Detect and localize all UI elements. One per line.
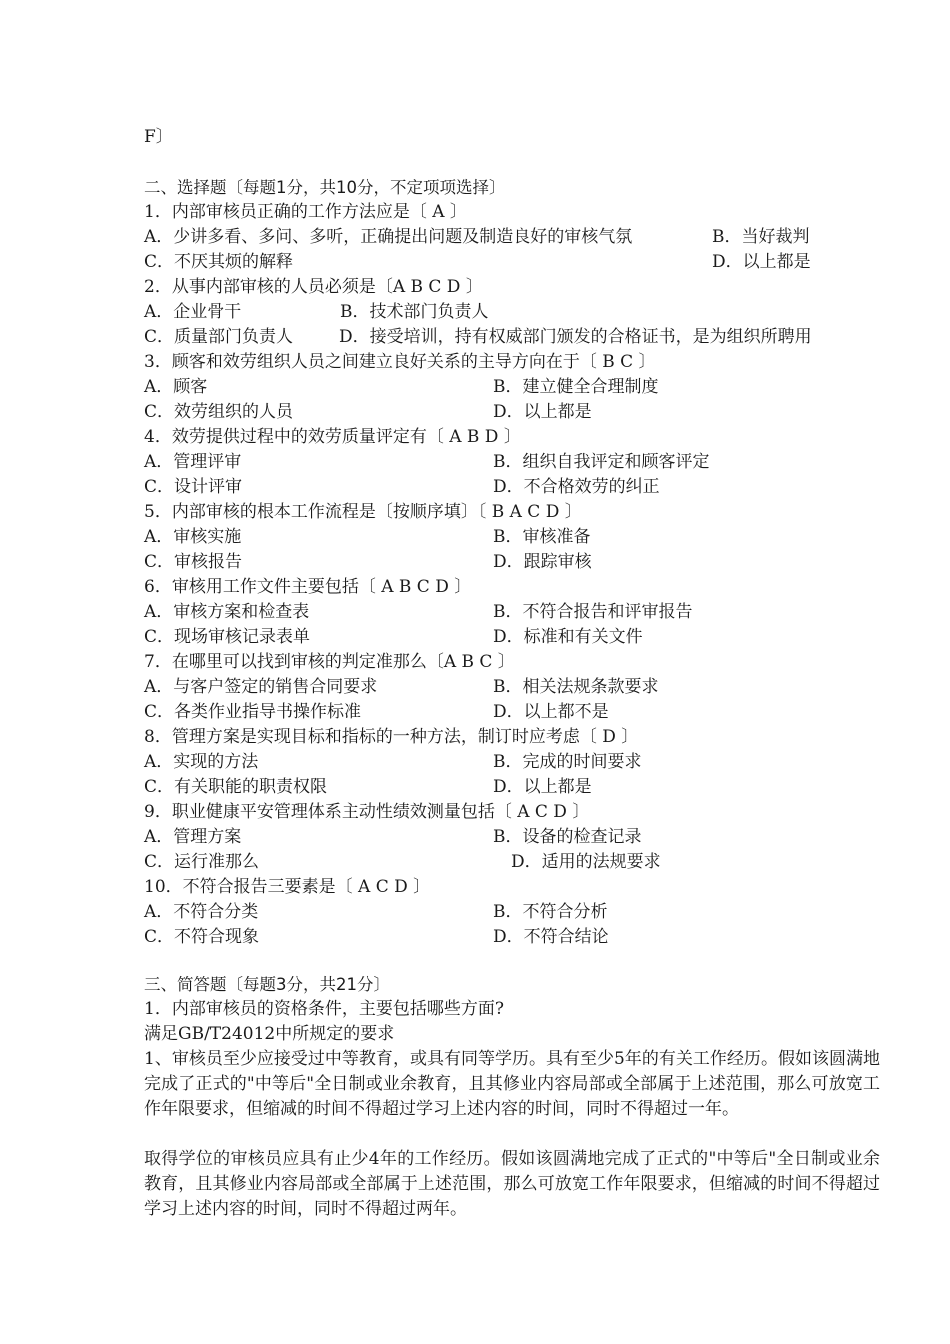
question-7: 7．在哪里可以找到审核的判定准那么〔A B C 〕	[144, 652, 515, 672]
q10-option-b: B．不符合分析	[493, 902, 608, 922]
question-9: 9．职业健康平安管理体系主动性绩效测量包括〔 A C D 〕	[144, 802, 590, 822]
q9-option-d: D．适用的法规要求	[511, 852, 661, 872]
question-4: 4．效劳提供过程中的效劳质量评定有〔 A B D 〕	[144, 427, 521, 447]
q7-option-d: D．以上都不是	[493, 702, 609, 722]
q10-option-a: A．不符合分类	[144, 902, 259, 922]
section3-paragraph-2: 取得学位的审核员应具有止少4年的工作经历。假如该圆满地完成了正式的"中等后"全日制或业余教育，且其修业内容局部或全部属于上述范围，那么可放宽工作年限要求，但缩减的时间不得超过学习上述内容的时间，同时不得超过两年。	[144, 1149, 880, 1219]
q7-option-b: B．相关法规条款要求	[493, 677, 659, 697]
section3-paragraph-1: 1、审核员至少应接受过中等教育，或具有同等学历。具有至少5年的有关工作经历。假如该圆满地完成了正式的"中等后"全日制或业余教育，且其修业内容局部或全部属于上述范围，那么可放宽工作年限要求，但缩减的时间不得超过学习上述内容的时间，同时不得超过一年。	[144, 1049, 880, 1119]
q9-option-a: A．管理方案	[144, 827, 242, 847]
q4-option-c: C．设计评审	[144, 477, 243, 497]
q2-option-c: C．质量部门负责人	[144, 327, 294, 347]
q8-option-d: D．以上都是	[493, 777, 592, 797]
q6-option-d: D．标准和有关文件	[493, 627, 643, 647]
section3-heading: 三、简答题〔每题3分，共21分〕	[144, 975, 390, 994]
q4-option-b: B．组织自我评定和顾客评定	[493, 452, 710, 472]
section2-heading: 二、选择题〔每题1分，共10分，不定项项选择〕	[144, 178, 506, 197]
q9-option-b: B．设备的检查记录	[493, 827, 642, 847]
q6-option-c: C．现场审核记录表单	[144, 627, 311, 647]
q3-option-d: D．以上都是	[493, 402, 592, 422]
q4-option-d: D．不合格效劳的纠正	[493, 477, 660, 497]
q6-option-a: A．审核方案和检查表	[144, 602, 310, 622]
q1-option-d: D．以上都是	[712, 252, 811, 272]
question-10: 10．不符合报告三要素是〔 A C D 〕	[144, 877, 431, 897]
q3-option-a: A．顾客	[144, 377, 208, 397]
q4-option-a: A．管理评审	[144, 452, 242, 472]
q7-option-a: A．与客户签定的销售合同要求	[144, 677, 378, 697]
q1-option-c: C．不厌其烦的解释	[144, 252, 294, 272]
question-2: 2．从事内部审核的人员必须是〔A B C D 〕	[144, 277, 483, 297]
q2-option-b: B．技术部门负责人	[340, 302, 489, 322]
q3-option-c: C．效劳组织的人员	[144, 402, 294, 422]
q2-option-d: D．接受培训，持有权威部门颁发的合格证书，是为组织所聘用	[339, 327, 812, 347]
q8-option-c: C．有关职能的职责权限	[144, 777, 328, 797]
q8-option-b: B．完成的时间要求	[493, 752, 642, 772]
q10-option-c: C．不符合现象	[144, 927, 260, 947]
section3-answer-line: 满足GB/T24012中所规定的要求	[144, 1024, 395, 1044]
question-5: 5．内部审核的根本工作流程是〔按顺序填〕〔 B A C D 〕	[144, 502, 582, 522]
q8-option-a: A．实现的方法	[144, 752, 259, 772]
question-6: 6．审核用工作文件主要包括〔 A B C D 〕	[144, 577, 472, 597]
q3-option-b: B．建立健全合理制度	[493, 377, 659, 397]
q6-option-b: B．不符合报告和评审报告	[493, 602, 693, 622]
question-8: 8．管理方案是实现目标和指标的一种方法，制订时应考虑〔 D 〕	[144, 727, 639, 747]
q9-option-c: C．运行准那么	[144, 852, 260, 872]
q1-option-b: B．当好裁判	[712, 227, 810, 247]
q2-option-a: A．企业骨干	[144, 302, 242, 322]
top-fragment: F〕	[144, 127, 173, 147]
q7-option-c: C．各类作业指导书操作标准	[144, 702, 362, 722]
q1-option-a: A．少讲多看、多问、多听，正确提出问题及制造良好的审核气氛	[144, 227, 633, 247]
q10-option-d: D．不符合结论	[493, 927, 609, 947]
q5-option-c: C．审核报告	[144, 552, 243, 572]
q5-option-a: A．审核实施	[144, 527, 242, 547]
q5-option-d: D．跟踪审核	[493, 552, 592, 572]
section3-question-1: 1．内部审核员的资格条件，主要包括哪些方面?	[144, 999, 504, 1019]
question-1: 1．内部审核员正确的工作方法应是〔 A 〕	[144, 202, 467, 222]
question-3: 3．顾客和效劳组织人员之间建立良好关系的主导方向在于〔 B C 〕	[144, 352, 656, 372]
q5-option-b: B．审核准备	[493, 527, 591, 547]
